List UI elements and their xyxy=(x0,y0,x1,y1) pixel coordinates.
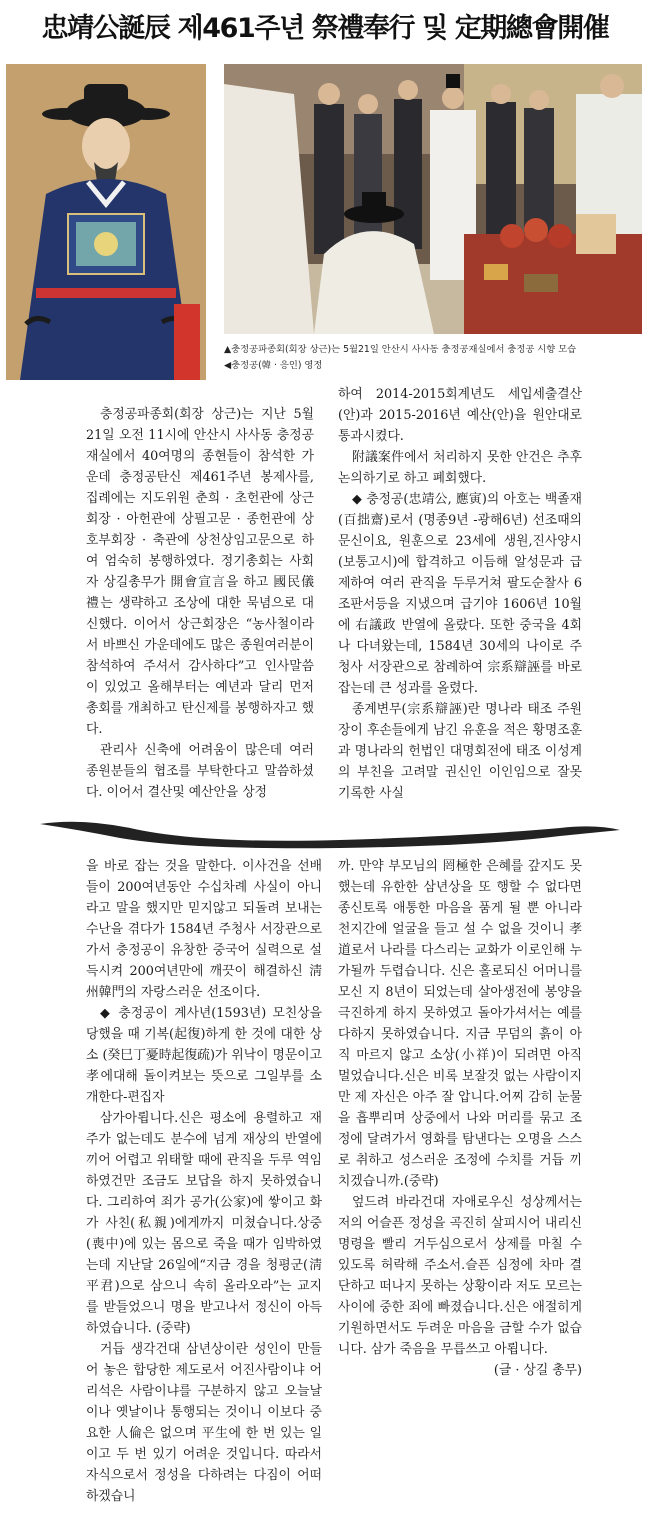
caption-line-ceremony: ▲충정공파종회(회장 상근)는 5월21일 안산시 사사동 충정공재실에서 충정공 시향 모습 xyxy=(224,344,577,355)
paragraph: 종계변무(宗系辯誣)란 명나라 태조 주원장이 후손들에게 남긴 유훈을 적은 황명조훈과 명나라의 헌법인 대명회전에 태조 이성계의 부친을 고려말 권신인 이인임으로 잘못 기록한 사실 xyxy=(338,702,582,801)
paragraph: 거듭 생각건대 삼년상이란 성인이 만들어 놓은 합당한 제도로서 어진사람이냐 어리석은 사람이냐를 구분하지 않고 오늘날이나 옛날이나 통행되는 것이니 이보다 중요한 人倫은 없으며 平生에 한 번 있는 일이고 두 번 있기 어려운 것입니다. 따라서 자식으로서 정성을 다하려는 다짐이 어떠하겠습니 xyxy=(86,1342,322,1504)
ancestor-portrait-image xyxy=(6,64,206,380)
paragraph: ◆ 충정공(忠靖公, 應寅)의 아호는 백졸재(百拙齋)로서 (명종9년 -광해6년) 선조때의 문신이요, 원훈으로 23세에 생원,진사양시(보통고시)에 합격하고 이듬해 알성문과 급제하여 여러 관직을 두루거쳐 팔도순찰사 6조판서등을 지냈으며 급기야 1606년 10월에 右議政 반열에 올랐다. 또한 중국을 4회나 다녀왔는데, 1584년 30세의 나이로 주청사 서장관으로 참례하여 宗系辯誣를 바로잡는데 큰 성과를 올렸다. xyxy=(338,492,582,696)
paragraph: 까. 만약 부모님의 罔極한 은혜를 갚지도 못했는데 유한한 삼년상을 또 행할 수 없다면 종신토록 애통한 마음을 품게 될 뿐 아니라 천지간에 얼굴을 들고 설 수 없을 것이니 孝道로서 나라를 다스리는 교화가 이로인해 누가될까 두렵습니다. 신은 홀로되신 어머니를 모신 지 8년이 되었는데 살아생전에 봉양을 극진하게 하지 못하였고 돌아가셔서는 예를 다하지 못하였습니다. 지금 무덤의 흙이 아직 마르지 않고 소상(小祥)이 되려면 아직 멀었습니다.신은 비록 보잘것 없는 사람이지만 제 자신은 아주 잘 압니다.어찌 감히 눈물을 흡뿌리며 상중에서 나와 머리를 묶고 조정에 달려가서 영화를 탐낸다는 오명을 스스로 취하고 성스러운 조정에 수치를 거듭 끼치겠습니까.(중략) xyxy=(338,859,582,1189)
author-byline: (글 · 상길 총무) xyxy=(493,1363,582,1378)
paragraph: 삼가아룁니다.신은 평소에 용렬하고 재주가 없는데도 분수에 넘게 재상의 반열에 끼어 어렵고 위태할 때에 관직을 두루 역임하였건만 조금도 보답을 하지 못하였습니다. 그리하여 죄가 공가(公家)에 쌓이고 화가 사친(私親)에게까지 미쳤습니다.상중(喪中)에 있는 몸으로 죽을 때가 임박하였는데 지난달 26일에“지금 경을 청평군(淸平君)으로 삼으니 속히 올라오라”는 교지를 받들었으니 명을 받고나서 정신이 아득하였습니다. (중략) xyxy=(86,1111,322,1336)
paragraph: ◆ 충정공이 계사년(1593년) 모친상을 당했을 때 기복(起復)하게 한 것에 대한 상소 (癸巳丁憂時起復疏)가 위낙이 명문이고 孝에대해 돌이켜보는 뜻으로 그일부를 소개한다-편집자 xyxy=(86,1006,322,1105)
article-column-1 xyxy=(86,404,314,803)
paragraph: 附議案件에서 처리하지 못한 안건은 추후 논의하기로 하고 폐회했다. xyxy=(338,450,582,486)
caption-line-portrait: ◀충정공(韓 · 응인) 영정 xyxy=(224,360,323,371)
article-column-2 xyxy=(338,384,582,804)
memorial-rite-photo xyxy=(224,64,642,334)
article-column-3 xyxy=(86,856,322,1507)
paragraph: 엎드려 바라건대 자애로우신 성상께서는 저의 어슬픈 정성을 곡진히 살피시어 내리신 명령을 빨리 거두심으로서 상제를 마칠 수 있도록 허락해 주소서.슬픈 심정에 차마 결단하고 떠나지 못하는 상황이라 저도 모르는 사이에 중한 죄에 빠졌습니다.신은 애절히게 기원하면서도 두려운 마음을 금할 수가 없습니다. 삼가 죽음을 무릅쓰고 아룁니다. xyxy=(338,1195,582,1357)
article-column-4 xyxy=(338,856,582,1381)
paragraph: 관리사 신축에 어려움이 많은데 여러종원분들의 협조를 부탁한다고 말씀하셨다. 이어서 결산및 예산안을 상정 xyxy=(86,743,314,800)
photo-caption xyxy=(224,342,644,374)
decorative-swash-divider xyxy=(40,816,620,856)
paragraph: 을 바로 잡는 것을 말한다. 이사건을 선배들이 200여년동안 수십차례 사실이 아니라고 말을 했지만 믿지않고 되돌려 보내는 수난을 겪다가 1584년 주청사 서장관으로 가서 충정공이 유창한 중국어 실력으로 설득시켜 200여년만에 깨끗이 해결하신 淸州韓門의 자랑스러운 선조이다. xyxy=(86,859,322,1000)
article-headline: 忠靖公誕辰 제461주년 祭禮奉行 및 定期總會開催 xyxy=(41,13,609,44)
paragraph: 하여 2014-2015회계년도 세입세출결산(안)과 2015-2016년 예산(안)을 원안대로 통과시켰다. xyxy=(338,387,582,444)
paragraph: 충정공파종회(회장 상근)는 지난 5월21일 오전 11시에 안산시 사사동 충정공재실에서 40여명의 종현들이 참석한 가운데 충정공탄신 제461주년 봉제사를, 집례에는 지도위원 춘희 · 초헌관에 상근회장 · 아헌관에 상필고문 · 종헌관에 상호부회장 · 축관에 상천상임고문으로 하여 엄숙히 봉행하였다. 정기총회는 사회자 상길총무가 開會宣言을 하고 國民儀禮는 생략하고 조상에 대한 묵념으로 대신했다. 이어서 상근회장은 “농사철이라서 바쁘신 가운데에도 많은 종원여러분이 참석하여 주셔서 감사하다”고 인사말씀이 있었고 올해부터는 예년과 달리 먼저 총회를 개최하고 탄신제를 봉행하자고 했다. xyxy=(86,407,314,737)
